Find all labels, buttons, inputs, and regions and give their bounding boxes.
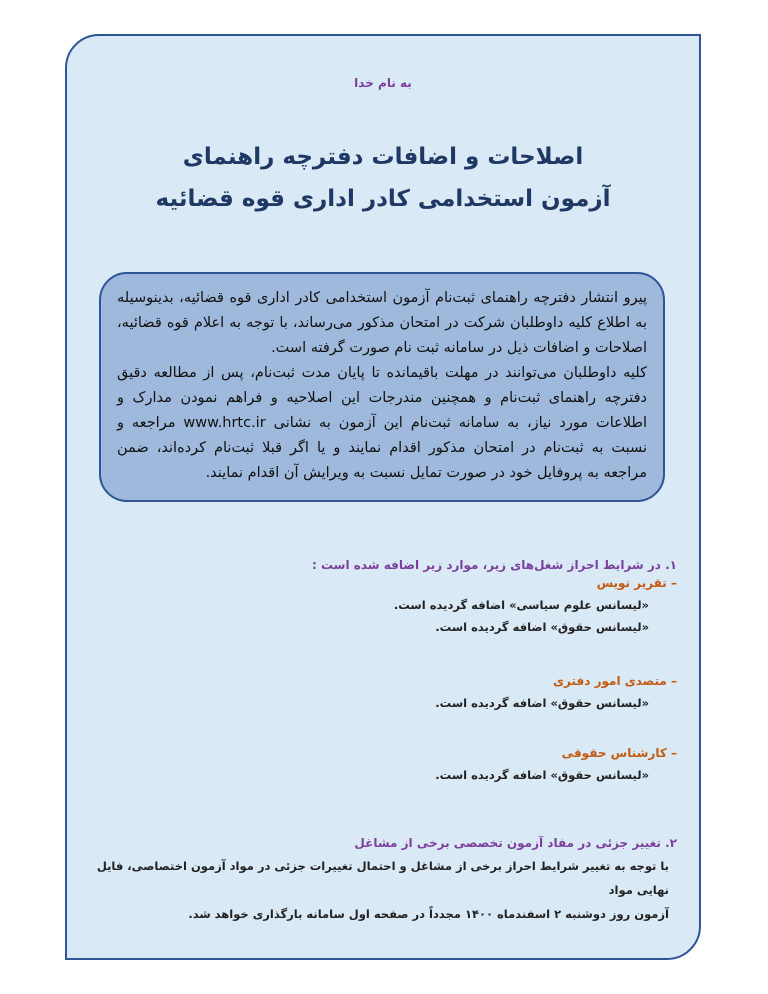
job-group-taghrir	[89, 576, 677, 634]
section-1-heading: ۱. در شرایط احراز شغل‌های زیر، موارد زیر اضافه شده است :	[311, 558, 677, 572]
title-line-1: اصلاحات و اضافات دفترچه راهنمای	[182, 144, 584, 170]
page-frame	[65, 34, 701, 960]
page-title	[67, 136, 699, 220]
job-title: – متصدی امور دفتری	[553, 674, 677, 688]
job-title: – تقریر نویس	[596, 576, 677, 590]
list-item: «لیسانس حقوق» اضافه گردیده است.	[435, 768, 649, 782]
section-2-line-2: آزمون روز دوشنبه ۲ اسفندماه ۱۴۰۰ مجدداً در صفحه اول سامانه بارگذاری خواهد شد.	[188, 907, 669, 921]
section-1	[89, 558, 677, 782]
intro-paragraph-1: پیرو انتشار دفترچه راهنمای ثبت‌نام آزمون استخدامی کادر اداری قوه قضائیه، بدینوسیله به اطلاع کلیه داوطلبان شرکت در امتحان مذکور می‌رساند، با توجه به اعلام قوه قضائیه، اصلاحات و اضافات ذیل در سامانه ثبت نام صورت گرفته است.	[117, 290, 647, 356]
intro-paragraph-2: کلیه داوطلبان می‌توانند در مهلت باقیمانده تا پایان مدت ثبت‌نام، پس از مطالعه دقیق دفترچه راهنمای ثبت‌نام و همچنین مندرجات این اصلاحیه و فراهم نمودن مدارک و اطلاعات مورد نیاز، به سامانه ثبت‌نام این آزمون به نشانی www.hrtc.ir مراجعه و نسبت به ثبت‌نام در امتحان مذکور اقدام نمایند و یا اگر قبلا ثبت‌نام کرده‌اند، ضمن مراجعه به پروفایل خود در صورت تمایل نسبت به ویرایش آن اقدام نمایند.	[117, 365, 647, 481]
list-item: «لیسانس علوم سیاسی» اضافه گردیده است.	[393, 598, 649, 612]
section-2-heading: ۲. تغییر جزئی در مفاد آزمون تخصصی برخی از مشاغل	[354, 836, 677, 850]
section-2-text	[89, 854, 669, 926]
list-item: «لیسانس حقوق» اضافه گردیده است.	[435, 620, 649, 634]
job-title: – کارشناس حقوقی	[561, 746, 677, 760]
list-item: «لیسانس حقوق» اضافه گردیده است.	[435, 696, 649, 710]
intro-box	[99, 272, 665, 502]
title-line-2: آزمون استخدامی کادر اداری قوه قضائیه	[155, 186, 611, 212]
section-2-line-1: با توجه به تغییر شرایط احراز برخی از مشاغل و احتمال تغییرات جزئی در مواد آزمون اختصاصی، فایل نهایی مواد	[96, 859, 669, 897]
bismillah: به نام خدا	[354, 76, 412, 90]
section-2	[89, 836, 677, 926]
job-group-motesadi	[89, 674, 677, 710]
job-group-karshenas	[89, 746, 677, 782]
